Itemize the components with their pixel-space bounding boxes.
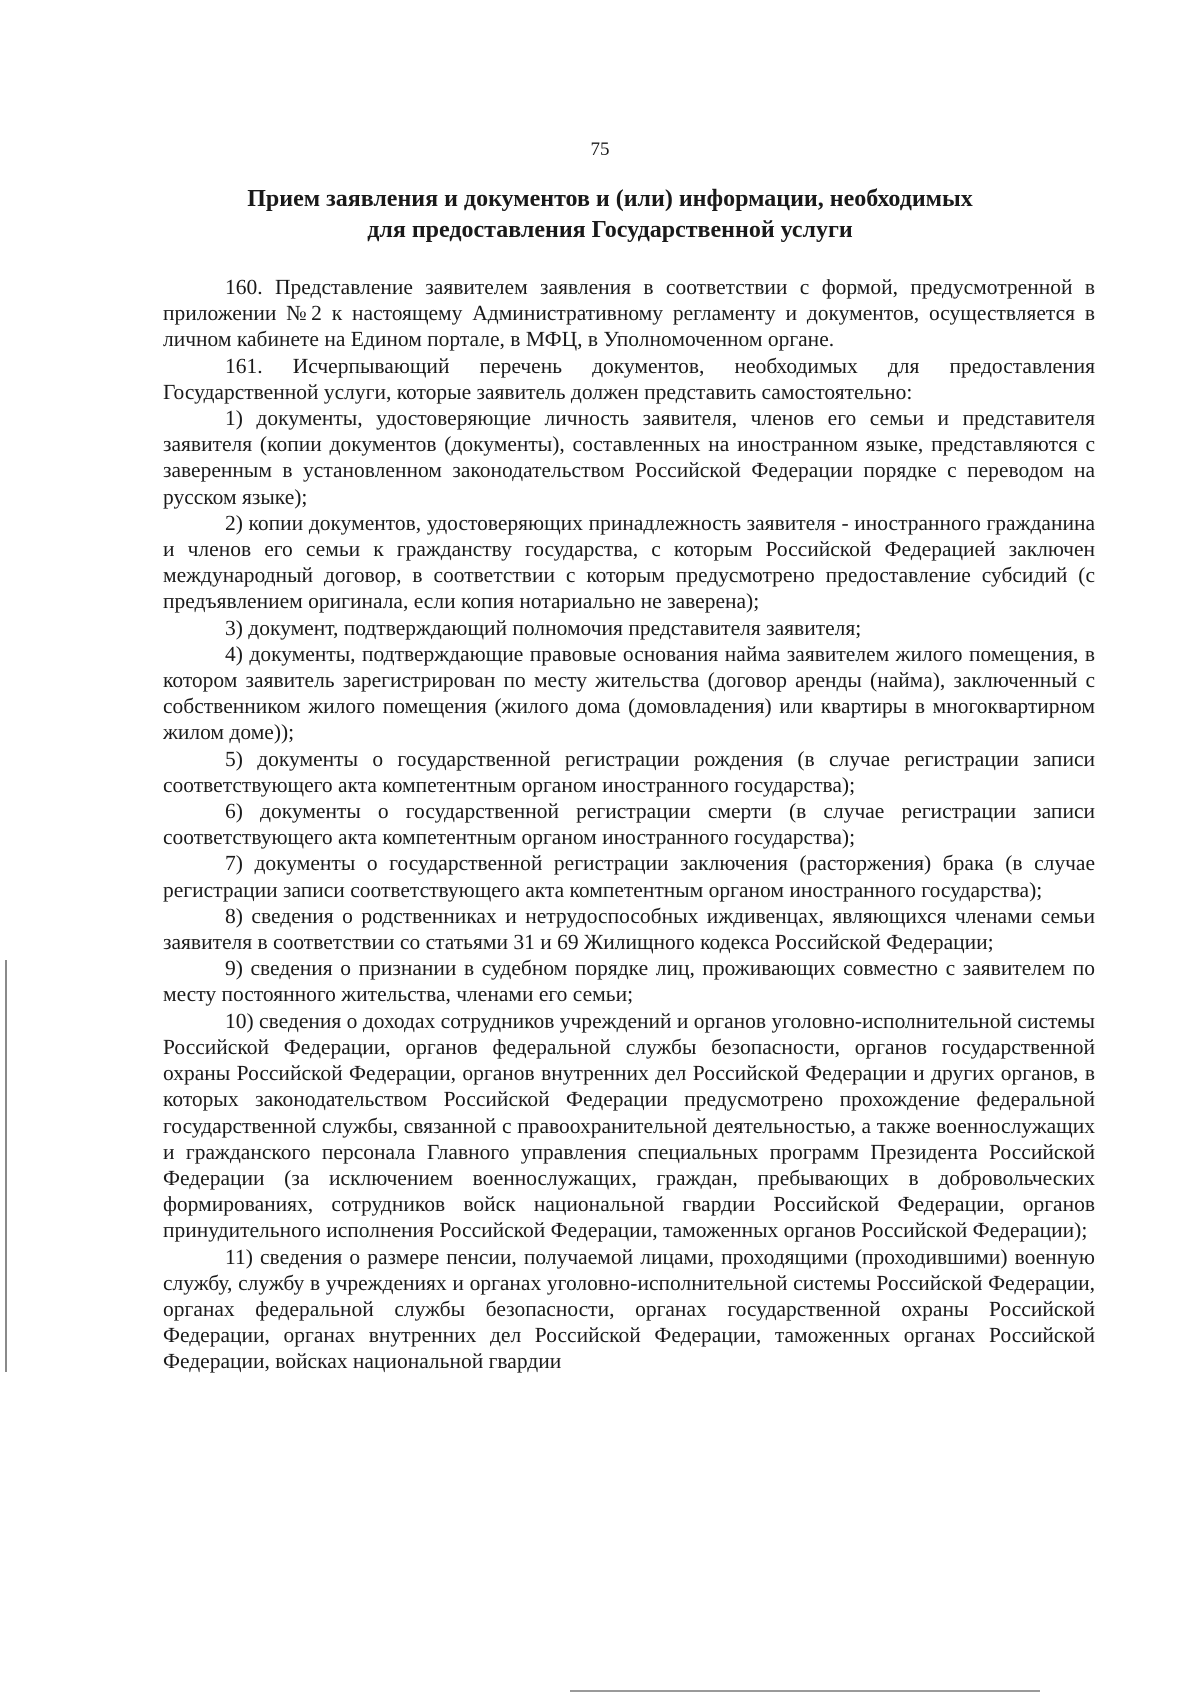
- paragraph-160: 160. Представление заявителем заявления в соответствии с формой, предусмотренной в приложении №2 к настоящему Административному регламенту и документов, осуществляется в личном кабинете на Едином портале, в МФЦ, в Уполномоченном органе.: [163, 275, 1095, 352]
- section-heading: [200, 184, 1020, 246]
- list-item-3: 3) документ, подтверждающий полномочия представителя заявителя;: [225, 615, 862, 640]
- list-item-6: 6) документы о государственной регистрации смерти (в случае регистрации записи соответствующего акта компетентным органом иностранного государства);: [163, 799, 1095, 850]
- list-item-10: 10) сведения о доходах сотрудников учреждений и органов уголовно-исполнительной системы Российской Федерации, органов федеральной службы безопасности, органов государственной охраны Российской Федерации, органов внутренних дел Российской Федерации и других органов, в которых законодательством Российской Федерации предусмотрено прохождение федеральной государственной службы, связанной с правоохранительной деятельностью, а также военнослужащих и гражданского персонала Главного управления специальных программ Президента Российской Федерации (за исключением военнослужащих, граждан, пребывающих в добровольческих формированиях, сотрудников войск национальной гвардии Российской Федерации, органов принудительного исполнения Российской Федерации, таможенных органов Российской Федерации);: [163, 1008, 1095, 1243]
- section-heading-line-2: для предоставления Государственной услуги: [367, 217, 853, 243]
- list-item-7: 7) документы о государственной регистрации заключения (расторжения) брака (в случае регистрации записи соответствующего акта компетентным органом иностранного государства);: [163, 851, 1095, 902]
- list-item-1: 1) документы, удостоверяющие личность заявителя, членов его семьи и представителя заявителя (копии документов (документы), составленных на иностранном языке, представляются с заверенным в установленном законодательством Российской Федерации порядке с переводом на русском языке);: [163, 406, 1095, 509]
- page-number: 75: [590, 139, 610, 160]
- scan-bottom-line: [570, 1690, 1040, 1692]
- list-item-11: 11) сведения о размере пенсии, получаемой лицами, проходящими (проходившими) военную службу, службу в учреждениях и органах уголовно-исполнительной системы Российской Федерации, органах федеральной службы безопасности, органах государственной охраны Российской Федерации, органах внутренних дел Российской Федерации, таможенных органах Российской Федерации, войсках национальной гвардии: [163, 1244, 1095, 1374]
- list-item-4: 4) документы, подтверждающие правовые основания найма заявителем жилого помещения, в котором заявитель зарегистрирован по месту жительства (договор аренды (найма), заключенный с собственником жилого помещения (жилого дома (домовладения) или квартиры в многоквартирном жилом доме));: [163, 641, 1095, 745]
- section-heading-line-1: Прием заявления и документов и (или) информации, необходимых: [247, 186, 973, 212]
- scan-edge-mark: [5, 960, 7, 1372]
- list-item-9: 9) сведения о признании в судебном порядке лиц, проживающих совместно с заявителем по месту постоянного жительства, членами его семьи;: [163, 956, 1095, 1007]
- list-item-8: 8) сведения о родственниках и нетрудоспособных иждивенцах, являющихся членами семьи заявителя в соответствии со статьями 31 и 69 Жилищного кодекса Российской Федерации;: [163, 903, 1095, 955]
- list-item-5: 5) документы о государственной регистрации рождения (в случае регистрации записи соответствующего акта компетентным органом иностранного государства);: [163, 746, 1095, 797]
- list-item-2: 2) копии документов, удостоверяющих принадлежность заявителя - иностранного гражданина и членов его семьи к гражданству государства, с которым Российской Федерацией заключен международный договор, в соответствии с которым предусмотрено предоставление субсидий (с предъявлением оригинала, если копия нотариально не заверена);: [163, 510, 1095, 614]
- paragraph-161: 161. Исчерпывающий перечень документов, необходимых для предоставления Государственной услуги, которые заявитель должен представить самостоятельно:: [163, 353, 1095, 404]
- body-text: [163, 274, 1095, 1375]
